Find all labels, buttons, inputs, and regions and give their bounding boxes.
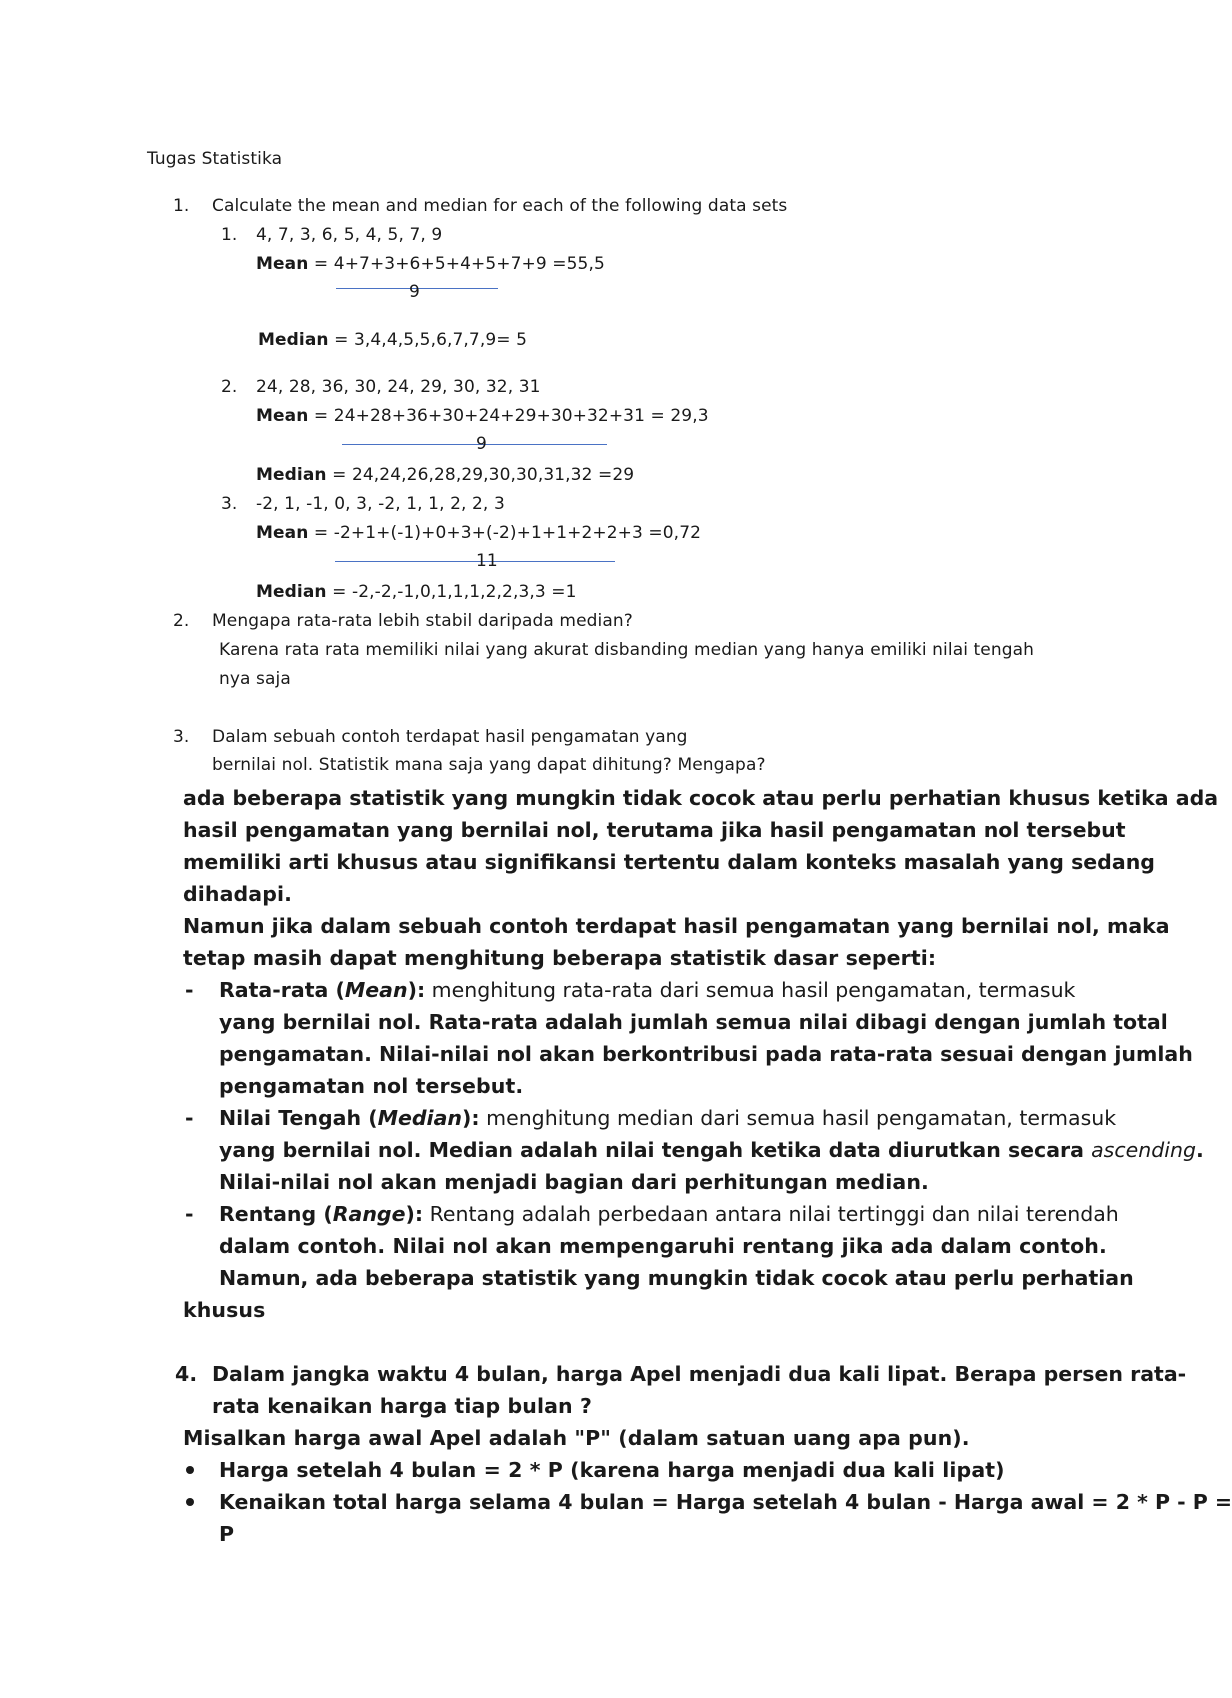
q2-answer-line1: Karena rata rata memiliki nilai yang akurat disbanding median yang hanya emiliki nilai tengah (219, 640, 1035, 660)
set1-denominator: 9 (409, 282, 420, 302)
set3-mean: Mean = -2+1+(-1)+0+3+(-2)+1+1+2+2+3 =0,72 (256, 523, 702, 543)
range-line: dalam contoh. Nilai nol akan mempengaruhi rentang jika ada dalam contoh. (219, 1234, 1107, 1258)
q3-paragraph-line: hasil pengamatan yang bernilai nol, terutama jika hasil pengamatan nol tersebut (183, 818, 1126, 842)
set2-median: Median = 24,24,26,28,29,30,30,31,32 =29 (256, 465, 635, 485)
set3-number: 3. (221, 494, 238, 514)
q1-text: Calculate the mean and median for each of the following data sets (212, 196, 788, 216)
rata-rata-head: Rata-rata (Mean): menghitung rata-rata dari semua hasil pengamatan, termasuk (219, 978, 1076, 1002)
set3-data: -2, 1, -1, 0, 3, -2, 1, 1, 2, 2, 3 (256, 494, 505, 514)
q3-paragraph-line: Namun jika dalam sebuah contoh terdapat hasil pengamatan yang bernilai nol, maka (183, 914, 1170, 938)
set1-data: 4, 7, 3, 6, 5, 4, 5, 7, 9 (256, 225, 443, 245)
q3-paragraph-line: tetap masih dapat menghitung beberapa statistik dasar seperti: (183, 946, 937, 970)
q3-paragraph-line: memiliki arti khusus atau signifikansi tertentu dalam konteks masalah yang sedang (183, 850, 1155, 874)
rata-rata-line: pengamatan. Nilai-nilai nol akan berkontribusi pada rata-rata sesuai dengan jumlah (219, 1042, 1193, 1066)
median-line: Nilai-nilai nol akan menjadi bagian dari perhitungan median. (219, 1170, 929, 1194)
q2-question: Mengapa rata-rata lebih stabil daripada median? (212, 611, 633, 631)
q3-paragraph-line: dihadapi. (183, 882, 293, 906)
set2-number: 2. (221, 377, 238, 397)
set3-median: Median = -2,-2,-1,0,1,1,1,2,2,3,3 =1 (256, 582, 577, 602)
fraction-line (342, 444, 607, 445)
median-head: Nilai Tengah (Median): menghitung median dari semua hasil pengamatan, termasuk (219, 1106, 1117, 1130)
fraction-line (335, 561, 615, 562)
bullet-icon (186, 1498, 194, 1506)
q3-number: 3. (173, 727, 190, 747)
range-head: Rentang (Range): Rentang adalah perbedaan antara nilai tertinggi dan nilai terendah (219, 1202, 1119, 1226)
q4-intro: Misalkan harga awal Apel adalah "P" (dalam satuan uang apa pun). (183, 1426, 970, 1450)
set1-median: Median = 3,4,4,5,5,6,7,7,9= 5 (258, 330, 528, 350)
q1-number: 1. (173, 196, 190, 216)
set2-data: 24, 28, 36, 30, 24, 29, 30, 32, 31 (256, 377, 541, 397)
q4-bullet-1: Harga setelah 4 bulan = 2 * P (karena harga menjadi dua kali lipat) (219, 1458, 1005, 1482)
rata-rata-line: yang bernilai nol. Rata-rata adalah jumlah semua nilai dibagi dengan jumlah total (219, 1010, 1168, 1034)
q4-question-line2: rata kenaikan harga tiap bulan ? (212, 1394, 592, 1418)
q3-closing-line2: khusus (183, 1298, 266, 1322)
q3-paragraph-line: ada beberapa statistik yang mungkin tidak cocok atau perlu perhatian khusus ketika ada (183, 786, 1219, 810)
q3-question-line2: bernilai nol. Statistik mana saja yang dapat dihitung? Mengapa? (212, 755, 766, 775)
dash-marker: - (185, 978, 194, 1002)
q4-bullet-2-cont: P (219, 1522, 235, 1546)
set3-denominator: 11 (476, 551, 498, 571)
q2-number: 2. (173, 611, 190, 631)
q3-question-line1: Dalam sebuah contoh terdapat hasil pengamatan yang (212, 727, 688, 747)
page-title: Tugas Statistika (147, 149, 283, 169)
bullet-icon (186, 1466, 194, 1474)
set2-denominator: 9 (476, 434, 487, 454)
q4-number: 4. (175, 1362, 198, 1386)
set2-mean: Mean = 24+28+36+30+24+29+30+32+31 = 29,3 (256, 406, 709, 426)
median-line: yang bernilai nol. Median adalah nilai tengah ketika data diurutkan secara ascending. (219, 1138, 1204, 1162)
q3-closing-line1: Namun, ada beberapa statistik yang mungkin tidak cocok atau perlu perhatian (219, 1266, 1134, 1290)
q4-question-line1: Dalam jangka waktu 4 bulan, harga Apel menjadi dua kali lipat. Berapa persen rata- (212, 1362, 1187, 1386)
set1-number: 1. (221, 225, 238, 245)
rata-rata-line: pengamatan nol tersebut. (219, 1074, 524, 1098)
set1-mean: Mean = 4+7+3+6+5+4+5+7+9 =55,5 (256, 254, 605, 274)
q2-answer-line2: nya saja (219, 669, 291, 689)
q4-bullet-2: Kenaikan total harga selama 4 bulan = Harga setelah 4 bulan - Harga awal = 2 * P - P = (219, 1490, 1232, 1514)
dash-marker: - (185, 1202, 194, 1226)
dash-marker: - (185, 1106, 194, 1130)
